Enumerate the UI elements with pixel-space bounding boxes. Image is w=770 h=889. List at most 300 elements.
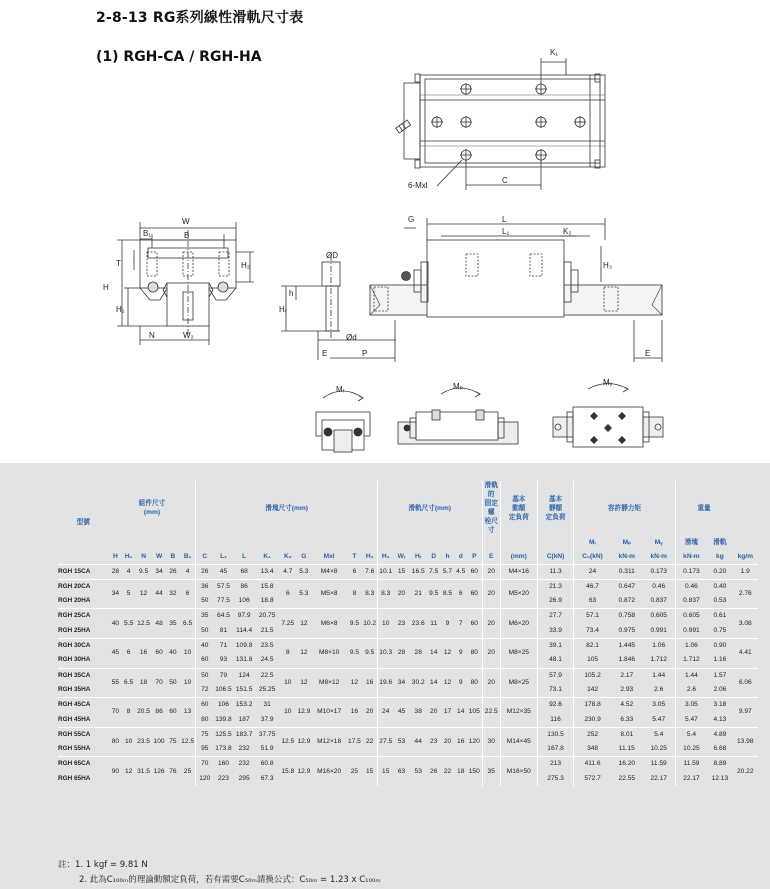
cell-mr: 2.17 xyxy=(611,668,643,683)
dim-b: B xyxy=(184,231,190,240)
cell-wr: 63 xyxy=(394,757,410,786)
cell-h2: 10.2 xyxy=(362,609,377,639)
cell-wb: 4.13 xyxy=(713,715,727,723)
cell-wr: 20 xyxy=(394,579,410,609)
cell-wb: 1.16 xyxy=(713,656,727,664)
subheader-cell: P xyxy=(472,552,477,560)
cell-h: 20 xyxy=(441,727,455,757)
cell-g: 12.9 xyxy=(296,757,312,786)
cell-k1: 24.5 xyxy=(260,656,274,664)
dim-h: H xyxy=(103,283,109,292)
cell-l: 114.4 xyxy=(236,626,253,634)
cell-l: 187 xyxy=(238,715,250,723)
cell-wb: 0.20 xyxy=(707,564,732,579)
cell-g: 12 xyxy=(296,639,312,669)
cell-k1: 60.8 xyxy=(254,757,279,772)
table-row xyxy=(58,668,758,683)
cell-hr: 28 xyxy=(410,639,427,669)
cell-e: 20 xyxy=(482,579,500,609)
cell-hr: 44 xyxy=(410,727,427,757)
cell-p: 60 xyxy=(467,579,482,609)
cell-g: 12.9 xyxy=(296,727,312,757)
header-rail: 滑軌尺寸(mm) xyxy=(377,481,482,535)
cell-sta: 105 xyxy=(574,653,611,668)
cell-my: 0.605 xyxy=(675,609,707,624)
cell-e: 35 xyxy=(482,757,500,786)
cell-k2: 10 xyxy=(280,668,296,698)
cell-d: 18 xyxy=(454,757,467,786)
cell-mp: 10.25 xyxy=(650,745,667,753)
cell-dyn: 27.7 xyxy=(537,609,574,624)
cell-sta: 178.8 xyxy=(574,698,611,713)
cell-mp: 1.06 xyxy=(643,639,675,654)
cell-wb: 0.75 xyxy=(713,626,727,634)
cell-dyn: 116 xyxy=(537,713,574,728)
cell-wb: 4.89 xyxy=(707,727,732,742)
cell-b: 35 xyxy=(166,609,180,639)
header-w-block: 滑塊 xyxy=(675,535,707,549)
cell-hr: 23.6 xyxy=(410,609,427,639)
cell-k1: 31 xyxy=(254,698,279,713)
cell-n: 9.5 xyxy=(135,564,152,579)
cell-l1: 81 xyxy=(219,626,228,634)
cell-h: 34 xyxy=(109,579,123,609)
cell-b: 60 xyxy=(166,698,180,728)
cell-h3: 19.6 xyxy=(377,668,393,698)
cell-d: 14 xyxy=(427,668,441,698)
cell-mr: 2.93 xyxy=(620,685,634,693)
cell-g: 5.3 xyxy=(296,564,312,579)
cell-mxl: M6×8 xyxy=(312,609,346,639)
cell-w: 70 xyxy=(152,668,166,698)
cell-mp: 0.46 xyxy=(643,579,675,594)
cell-k1: 25.25 xyxy=(258,685,276,693)
cell-p: 150 xyxy=(467,757,482,786)
cell-wr: 4.41 xyxy=(733,639,758,669)
header-assembly: 組件尺寸 (mm) xyxy=(138,500,166,516)
cell-e: 30 xyxy=(482,727,500,757)
subheader-cell: L xyxy=(242,552,247,560)
cell-my: 22.17 xyxy=(675,772,707,786)
cell-c: 95 xyxy=(196,742,213,757)
cell-w: 44 xyxy=(152,579,166,609)
cell-d: 9 xyxy=(454,639,467,669)
subheader-cell: N xyxy=(141,552,146,560)
cell-dyn: 92.6 xyxy=(537,698,574,713)
header-row-3 xyxy=(58,549,758,564)
cell-wr: 1.9 xyxy=(733,564,758,579)
model-cell: RGH 25CA xyxy=(58,609,109,624)
dim-w: W xyxy=(182,217,190,226)
spec-table xyxy=(58,481,758,786)
cell-d: 14 xyxy=(454,698,467,728)
cell-wr: 23 xyxy=(394,609,410,639)
model-cell: RGH 35HA xyxy=(58,685,91,693)
cell-c: 80 xyxy=(196,713,213,728)
cell-h: 70 xyxy=(109,698,123,728)
cell-l1: 79 xyxy=(213,668,234,683)
footnote-2: 2. 此為C₁₀₀ₘ的理論動額定負荷，若有需要C₅₀ₘ請換公式：C₅₀ₘ = 1.23 x C₁₀₀ₘ xyxy=(79,875,381,885)
cell-wb: 0.40 xyxy=(707,579,732,594)
cell-k1: 21.5 xyxy=(260,626,274,634)
cell-c: 40 xyxy=(196,639,213,654)
cell-my: 1.06 xyxy=(675,639,707,654)
cell-h1: 12 xyxy=(122,757,135,786)
cell-dyn: 213 xyxy=(537,757,574,772)
cell-c: 120 xyxy=(196,772,213,786)
dim-b1: B₁ xyxy=(143,229,152,238)
top-view xyxy=(396,58,605,190)
cell-sta: 230.9 xyxy=(574,713,611,728)
header-model: 型號 xyxy=(76,518,90,526)
table-row xyxy=(58,609,758,624)
cell-h1: 6.5 xyxy=(122,668,135,698)
cell-sta: 252 xyxy=(574,727,611,742)
cell-t: 12 xyxy=(346,668,362,698)
cell-mxl: M8×10 xyxy=(312,639,346,669)
cell-wr: 13.98 xyxy=(733,727,758,757)
cell-h3: 15 xyxy=(377,757,393,786)
cell-l: 295 xyxy=(238,774,250,782)
cell-h: 9 xyxy=(441,609,455,639)
subheader-cell: kg/m xyxy=(737,552,753,560)
cell-mr: 1.445 xyxy=(611,639,643,654)
cell-h: 80 xyxy=(109,727,123,757)
dim-e: E xyxy=(322,349,328,358)
dim-h1: H₁ xyxy=(116,305,125,314)
cell-h2: 22 xyxy=(362,727,377,757)
cell-h3: 10 xyxy=(377,609,393,639)
cell-bolt: M12×35 xyxy=(500,698,537,728)
cell-sta: 24 xyxy=(574,564,611,579)
cell-t: 17.5 xyxy=(346,727,362,757)
cell-mxl: M4×8 xyxy=(312,564,346,579)
subheader-cell: (mm) xyxy=(500,549,537,564)
cell-d: 6 xyxy=(454,579,467,609)
cell-h2: 7.6 xyxy=(362,564,377,579)
cell-g: 12 xyxy=(296,668,312,698)
cell-mp: 1.712 xyxy=(650,656,667,664)
cell-k1: 18.8 xyxy=(260,597,274,605)
cell-l: 153.2 xyxy=(234,698,255,713)
cell-mr: 11.15 xyxy=(618,745,635,753)
table-row xyxy=(58,698,758,713)
cell-wr: 20.22 xyxy=(733,757,758,786)
cell-dyn: 130.5 xyxy=(537,727,574,742)
cell-mp: 0.173 xyxy=(643,564,675,579)
model-cell: RGH 15CA xyxy=(58,564,109,579)
cell-c: 70 xyxy=(196,757,213,772)
cell-h3: 24 xyxy=(377,698,393,728)
cell-h: 28 xyxy=(109,564,123,579)
cell-wr: 34 xyxy=(394,668,410,698)
header-mr: Mᵣ xyxy=(574,535,611,549)
model-cell: RGH 65CA xyxy=(58,757,109,772)
cell-t: 6 xyxy=(346,564,362,579)
cell-p: 60 xyxy=(467,564,482,579)
dim-c: C xyxy=(502,176,508,185)
cell-h: 55 xyxy=(109,668,123,698)
cell-k2: 8 xyxy=(280,639,296,669)
moment-mr-label: Mᵣ xyxy=(336,385,345,394)
cell-mp: 0.991 xyxy=(650,626,667,634)
cell-bolt: M8×25 xyxy=(500,639,537,669)
subheader-cell: H₂ xyxy=(365,552,374,560)
sub-title: (1) RGH-CA / RGH-HA xyxy=(96,49,262,65)
cell-d: 4.5 xyxy=(454,564,467,579)
cell-dyn: 33.9 xyxy=(537,624,574,639)
cell-wb: 2.06 xyxy=(713,685,727,693)
cell-g: 12.9 xyxy=(296,698,312,728)
cell-mxl: M12×18 xyxy=(312,727,346,757)
cell-e: 20 xyxy=(482,639,500,669)
cell-n: 12 xyxy=(135,579,152,609)
cell-k1: 23.5 xyxy=(254,639,279,654)
cell-b: 40 xyxy=(166,639,180,669)
cell-sta: 82.1 xyxy=(574,639,611,654)
cell-dyn: 26.9 xyxy=(537,594,574,609)
dim-h3: H₃ xyxy=(603,261,613,270)
cell-t: 25 xyxy=(346,757,362,786)
model-cell: RGH 65HA xyxy=(58,774,91,782)
cell-my: 11.59 xyxy=(675,757,707,772)
cell-wr: 6.06 xyxy=(733,668,758,698)
moment-views xyxy=(316,384,663,453)
subheader-cell: T xyxy=(352,552,357,560)
cell-h: 22 xyxy=(441,757,455,786)
subheader-cell: d xyxy=(458,552,463,560)
cell-w: 48 xyxy=(152,609,166,639)
dim-wr: W₂ xyxy=(183,331,194,340)
cell-sta: 63 xyxy=(574,594,611,609)
dim-l1: L₁ xyxy=(502,227,510,236)
cell-mxl: M10×17 xyxy=(312,698,346,728)
cell-dyn: 275.3 xyxy=(537,772,574,786)
subheader-cell: K₁ xyxy=(263,552,271,560)
cell-wr: 2.76 xyxy=(733,579,758,609)
header-weight: 重量 xyxy=(675,481,732,535)
model-cell: RGH 30HA xyxy=(58,656,91,664)
cell-d: 9.5 xyxy=(427,579,441,609)
cell-l1: 57.5 xyxy=(213,579,234,594)
header-moment: 容許靜力矩 xyxy=(574,481,675,535)
cell-l: 106 xyxy=(238,597,250,605)
cell-mr: 0.975 xyxy=(618,626,636,634)
subheader-cell: Mxl xyxy=(323,552,335,560)
cell-p: 120 xyxy=(467,727,482,757)
subheader-cell: H₃ xyxy=(377,549,393,564)
cell-n: 12.5 xyxy=(135,609,152,639)
cell-c: 50 xyxy=(196,668,213,683)
dim-hr: Hᵣ xyxy=(279,305,287,314)
header-w-rail: 滑軌 xyxy=(713,538,727,546)
cell-p: 80 xyxy=(467,639,482,669)
cell-wb: 0.61 xyxy=(707,609,732,624)
cell-hr: 38 xyxy=(410,698,427,728)
cell-k1: 51.9 xyxy=(260,745,274,753)
cell-mr: 8.01 xyxy=(611,727,643,742)
cell-k2: 10 xyxy=(280,698,296,728)
table-row xyxy=(58,757,758,772)
cell-k2: 7.25 xyxy=(280,609,296,639)
cell-h2: 15 xyxy=(362,757,377,786)
cell-wb: 3.18 xyxy=(707,698,732,713)
cell-mxl: M5×8 xyxy=(312,579,346,609)
header-dyn: 基本 動額 定負荷 xyxy=(500,481,537,535)
cell-dyn: 73.1 xyxy=(537,683,574,698)
cell-dyn: 21.3 xyxy=(537,579,574,594)
cell-l1: 93 xyxy=(219,656,228,664)
subheader-cell: H xyxy=(113,552,118,560)
cell-d: 9 xyxy=(454,668,467,698)
cell-t: 16 xyxy=(346,698,362,728)
cell-dyn: 39.1 xyxy=(537,639,574,654)
cell-c: 26 xyxy=(196,564,213,579)
subheader-cell: C(kN) xyxy=(537,549,574,564)
cell-k2: 15.8 xyxy=(280,757,296,786)
cell-mp: 5.4 xyxy=(643,727,675,742)
cell-wr: 28 xyxy=(394,639,410,669)
cell-b1: 4 xyxy=(180,564,196,579)
cell-mr: 0.311 xyxy=(611,564,643,579)
cell-w: 86 xyxy=(152,698,166,728)
cell-bolt: M16×50 xyxy=(500,757,537,786)
cell-n: 16 xyxy=(135,639,152,669)
section-title: 2-8-13 RG系列線性滑軌尺寸表 xyxy=(96,10,304,26)
model-cell: RGH 30CA xyxy=(58,639,109,654)
cell-l1: 77.5 xyxy=(217,597,230,605)
cell-my: 5.47 xyxy=(675,713,707,728)
cell-bolt: M6×20 xyxy=(500,609,537,639)
cell-sta: 46.7 xyxy=(574,579,611,594)
moment-mp-label: Mₚ xyxy=(453,382,464,391)
cell-w: 34 xyxy=(152,564,166,579)
cell-c: 35 xyxy=(196,609,213,624)
cell-mp: 22.17 xyxy=(650,774,667,782)
cell-dyn: 57.9 xyxy=(537,668,574,683)
subheader-cell: D xyxy=(431,552,437,560)
model-cell: RGH 25HA xyxy=(58,626,91,634)
cell-mxl: M16×20 xyxy=(312,757,346,786)
cell-c: 50 xyxy=(196,594,213,609)
cell-c: 60 xyxy=(196,653,213,668)
cell-l: 232 xyxy=(234,757,255,772)
subheader-cell: B₁ xyxy=(183,552,192,560)
cell-bolt: M14×45 xyxy=(500,727,537,757)
cell-k1: 15.8 xyxy=(254,579,279,594)
subheader-cell: Wᵣ xyxy=(397,552,406,560)
cell-e: 20 xyxy=(482,668,500,698)
cell-my: 0.991 xyxy=(675,624,707,639)
cell-mr: 0.758 xyxy=(611,609,643,624)
header-my: Mᵧ xyxy=(654,538,663,546)
cell-l1: 106 xyxy=(213,698,234,713)
cell-bolt: M4×16 xyxy=(500,564,537,579)
cell-l1: 64.5 xyxy=(213,609,234,624)
cell-h2: 16 xyxy=(362,668,377,698)
cell-sta: 411.6 xyxy=(574,757,611,772)
dim-k2: K₂ xyxy=(563,227,572,236)
cell-bolt: M5×20 xyxy=(500,579,537,609)
cell-dyn: 11.3 xyxy=(537,564,574,579)
cell-b: 75 xyxy=(166,727,180,757)
cell-wb: 12.13 xyxy=(711,774,729,782)
cell-w: 60 xyxy=(152,639,166,669)
cell-l: 68 xyxy=(234,564,255,579)
cell-my: 3.05 xyxy=(675,698,707,713)
cell-p: 80 xyxy=(467,668,482,698)
cell-l1: 173.8 xyxy=(215,745,232,753)
cell-b1: 6.5 xyxy=(180,609,196,639)
cell-h1: 8 xyxy=(122,698,135,728)
dim-h2: H₂ xyxy=(241,261,250,270)
cell-e: 22.5 xyxy=(482,698,500,728)
cell-h1: 4 xyxy=(122,564,135,579)
cell-mr: 16.20 xyxy=(611,757,643,772)
cell-h3: 8.3 xyxy=(377,579,393,609)
cell-wr: 15 xyxy=(394,564,410,579)
model-cell: RGH 20HA xyxy=(58,597,91,605)
cell-l1: 71 xyxy=(213,639,234,654)
dim-p: P xyxy=(362,349,368,358)
cell-mp: 1.44 xyxy=(643,668,675,683)
cell-k1: 37.75 xyxy=(254,727,279,742)
cell-g: 5.3 xyxy=(296,579,312,609)
cell-hr: 16.5 xyxy=(410,564,427,579)
cell-h: 8.5 xyxy=(441,579,455,609)
dim-e2: E xyxy=(645,349,651,358)
cell-my: 10.25 xyxy=(675,742,707,757)
footnote-1: 註：1. 1 kgf = 9.81 N xyxy=(58,860,148,870)
cell-d: 26 xyxy=(427,757,441,786)
cell-my: 1.44 xyxy=(675,668,707,683)
cell-wr: 53 xyxy=(394,727,410,757)
cell-h: 40 xyxy=(109,609,123,639)
cell-l: 124 xyxy=(234,668,255,683)
dim-l: L xyxy=(502,215,507,224)
cell-d: 11 xyxy=(427,609,441,639)
cell-k1: 67.3 xyxy=(260,774,274,782)
dim-od2: Ød xyxy=(346,333,357,342)
dim-od: ØD xyxy=(326,251,338,260)
cell-mr: 6.33 xyxy=(620,715,634,723)
cell-l: 109.8 xyxy=(234,639,255,654)
cell-mp: 11.59 xyxy=(643,757,675,772)
cell-wr: 45 xyxy=(394,698,410,728)
cell-b: 50 xyxy=(166,668,180,698)
cell-h: 5.7 xyxy=(441,564,455,579)
spec-table-panel xyxy=(0,463,770,889)
cell-k2: 4.7 xyxy=(280,564,296,579)
cell-d: 23 xyxy=(427,727,441,757)
header-row-2 xyxy=(58,535,758,549)
cell-wr: 3.08 xyxy=(733,609,758,639)
table-row xyxy=(58,639,758,654)
subheader-cell: Hᵣ xyxy=(414,552,422,560)
cell-h1: 6 xyxy=(122,639,135,669)
subheader-cell: K₂ xyxy=(283,552,292,560)
cell-c: 50 xyxy=(196,624,213,639)
cell-b1: 25 xyxy=(180,757,196,786)
cell-l: 131.8 xyxy=(235,656,253,664)
cell-c: 72 xyxy=(196,683,213,698)
cell-wr: 9.97 xyxy=(733,698,758,728)
cell-hr: 53 xyxy=(410,757,427,786)
cell-l: 97.9 xyxy=(234,609,255,624)
front-view xyxy=(117,222,254,345)
cell-dyn: 167.8 xyxy=(537,742,574,757)
cell-h3: 27.5 xyxy=(377,727,393,757)
